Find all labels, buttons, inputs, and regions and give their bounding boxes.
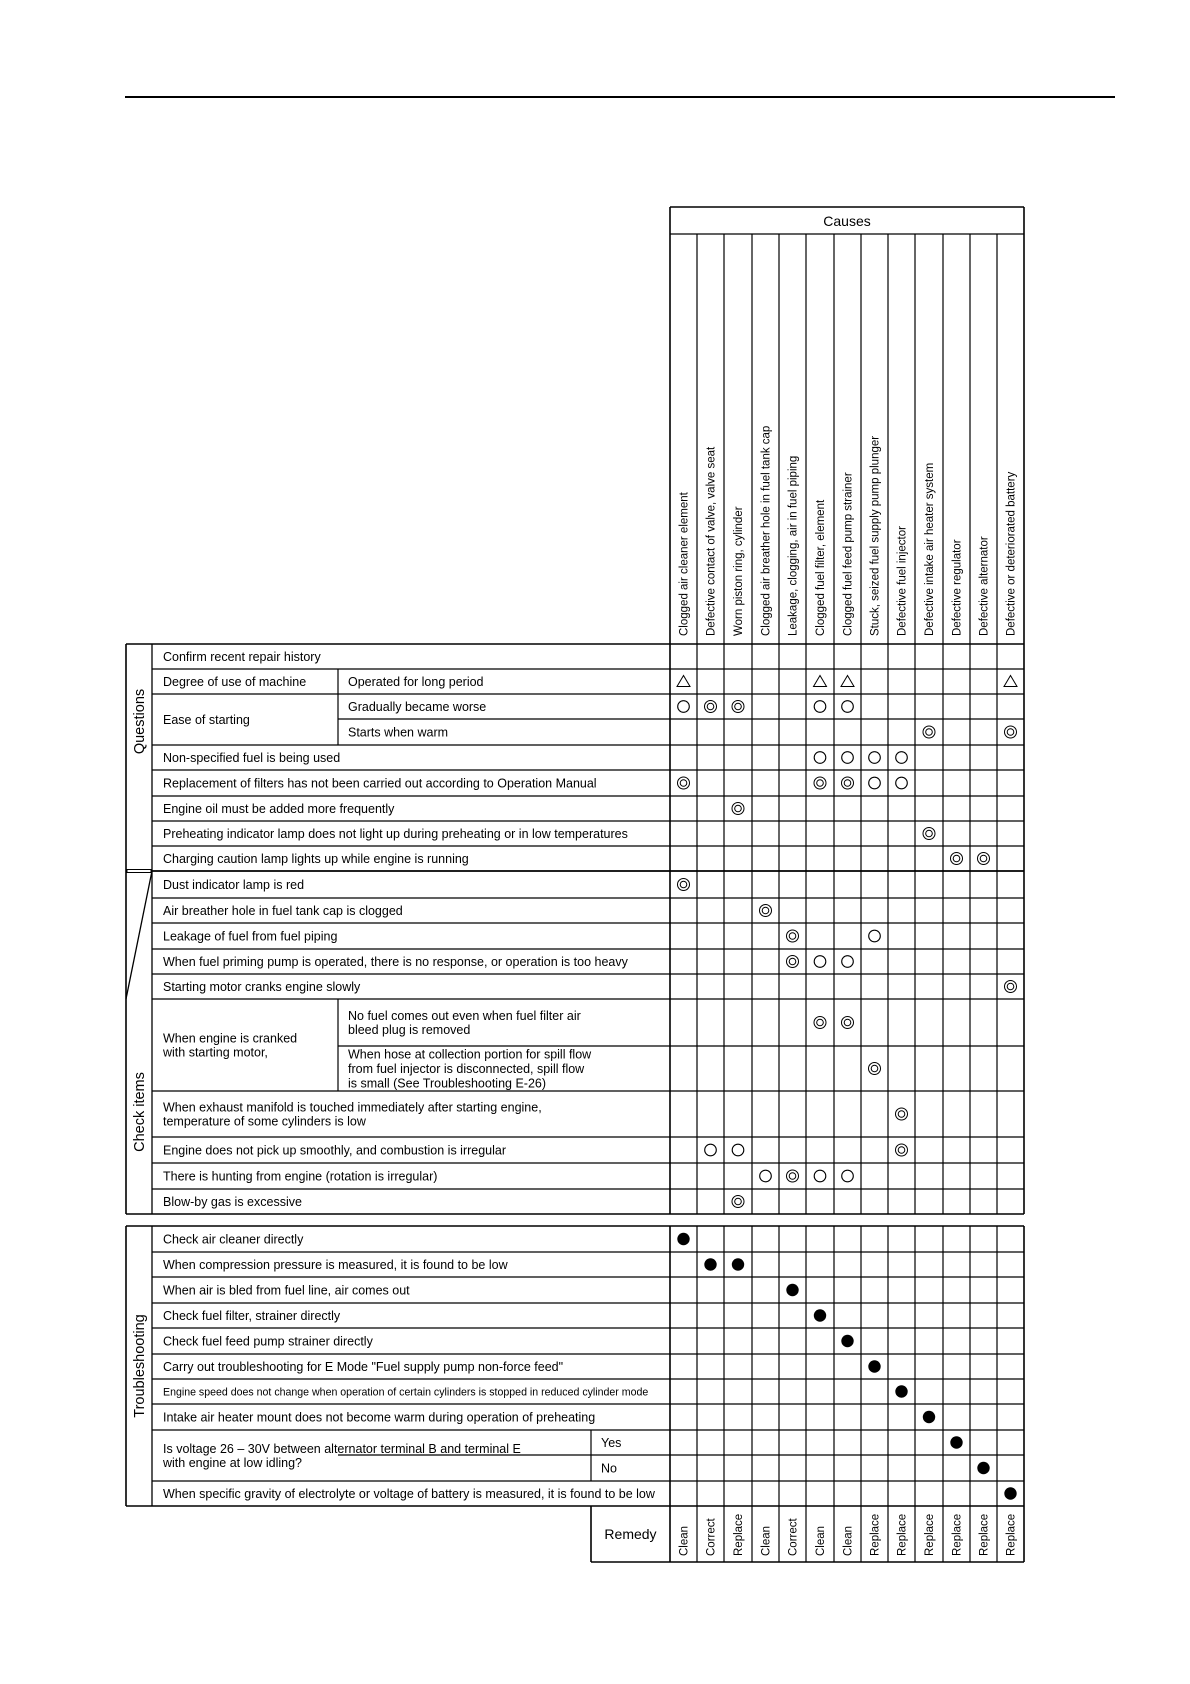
- cause-label: Defective regulator: [951, 539, 964, 636]
- mark-circle: [760, 1170, 772, 1182]
- mark-circle: [814, 752, 826, 764]
- question-group-label: Ease of starting: [163, 713, 250, 727]
- question-text: Operated for long period: [348, 675, 484, 689]
- mark-double-circle: [732, 803, 744, 815]
- mark-double-circle: [787, 1170, 799, 1182]
- remedy-label: Correct: [705, 1518, 718, 1556]
- mark-filled: [923, 1411, 935, 1423]
- mark-double-circle: [732, 1196, 744, 1208]
- troubleshooting-answer: Yes: [601, 1436, 622, 1450]
- question-text: Starts when warm: [348, 725, 449, 740]
- troubleshooting-text: When specific gravity of electrolyte or voltage of battery is measured, it is found to be low: [163, 1487, 655, 1501]
- mark-double-circle: [760, 905, 772, 917]
- mark-filled: [732, 1258, 744, 1270]
- troubleshooting-text: Engine speed does not change when operation of certain cylinders is stopped in reduced cylinder mode: [163, 1386, 649, 1399]
- troubleshooting-text: Intake air heater mount does not become warm during operation of preheating: [163, 1410, 596, 1425]
- question-text: Replacement of filters has not been carried out according to Operation Manual: [163, 776, 597, 791]
- mark-filled: [950, 1436, 962, 1448]
- troubleshooting-text: Check fuel filter, strainer directly: [163, 1309, 341, 1323]
- remedy-label: Clean: [760, 1525, 773, 1556]
- cause-label: Stuck, seized fuel supply pump plunger: [869, 435, 882, 636]
- section-label-check-items: Check items: [132, 1072, 148, 1152]
- mark-circle: [678, 701, 690, 713]
- troubleshooting-text: When compression pressure is measured, it is found to be low: [163, 1258, 508, 1272]
- troubleshooting-text: Check fuel feed pump strainer directly: [163, 1334, 373, 1349]
- mark-double-circle: [678, 777, 690, 789]
- check-item-text: When fuel priming pump is operated, there is no response, or operation is too heavy: [163, 955, 628, 969]
- mark-double-circle: [896, 1144, 908, 1156]
- cause-label: Defective contact of valve, valve seat: [705, 446, 718, 636]
- troubleshooting-text: Carry out troubleshooting for E Mode "Fuel supply pump non-force feed": [163, 1360, 564, 1374]
- mark-circle: [869, 752, 881, 764]
- troubleshooting-group-label: Is voltage 26 – 30V between alternator terminal B and terminal E with engine at low idling?: [163, 1441, 521, 1471]
- check-item-text: Starting motor cranks engine slowly: [163, 980, 361, 994]
- remedy-label: Replace: [896, 1513, 909, 1556]
- mark-filled: [868, 1360, 880, 1372]
- remedy-label: Clean: [815, 1525, 827, 1556]
- mark-double-circle: [678, 879, 690, 891]
- mark-triangle: [1004, 676, 1017, 687]
- check-item-text: There is hunting from engine (rotation is irregular): [163, 1169, 438, 1184]
- cause-label: Defective or deteriorated battery: [1005, 471, 1018, 636]
- mark-double-circle: [842, 1017, 854, 1029]
- mark-double-circle: [869, 1063, 881, 1075]
- question-text: Engine oil must be added more frequently: [163, 802, 395, 816]
- cause-label: Clogged air breather hole in fuel tank cap: [760, 425, 773, 636]
- check-item-text: When exhaust manifold is touched immediately after starting engine, temperature of some cylinders is low: [163, 1100, 542, 1129]
- mark-circle: [842, 1170, 854, 1182]
- troubleshooting-text: When air is bled from fuel line, air comes out: [163, 1283, 410, 1298]
- cause-label: Worn piston ring, cylinder: [733, 506, 745, 636]
- mark-filled: [977, 1462, 989, 1474]
- cause-label: Defective alternator: [978, 536, 991, 636]
- mark-double-circle: [842, 777, 854, 789]
- check-item-text: No fuel comes out even when fuel filter air bleed plug is removed: [348, 1008, 581, 1038]
- causes-header: Causes: [823, 213, 871, 229]
- check-item-text: Air breather hole in fuel tank cap is clogged: [163, 904, 403, 918]
- mark-filled: [704, 1258, 716, 1270]
- remedy-label: Correct: [787, 1518, 800, 1556]
- mark-circle: [814, 1170, 826, 1182]
- question-text: Confirm recent repair history: [163, 650, 321, 664]
- question-text: Preheating indicator lamp does not light up during preheating or in low temperatures: [163, 827, 628, 841]
- mark-filled: [841, 1335, 853, 1347]
- mark-double-circle: [814, 777, 826, 789]
- cause-label: Defective fuel injector: [896, 526, 909, 636]
- troubleshooting-answer: No: [601, 1461, 617, 1476]
- section-label-questions: Questions: [132, 688, 148, 755]
- mark-double-circle: [787, 930, 799, 942]
- cause-label: Clogged air cleaner element: [678, 492, 691, 636]
- question-text: Non-specified fuel is being used: [163, 751, 341, 765]
- mark-circle: [896, 777, 908, 789]
- mark-filled: [786, 1284, 798, 1296]
- mark-double-circle: [896, 1108, 908, 1120]
- cause-label: Leakage, clogging, air in fuel piping: [787, 455, 800, 636]
- mark-filled: [814, 1309, 826, 1321]
- mark-circle: [842, 752, 854, 764]
- remedy-label: Replace: [951, 1513, 964, 1556]
- question-text: Charging caution lamp lights up while engine is running: [163, 852, 469, 866]
- mark-filled: [895, 1385, 907, 1397]
- mark-filled: [677, 1233, 689, 1245]
- remedy-label: Replace: [924, 1513, 936, 1556]
- remedy-label: Replace: [1005, 1513, 1018, 1556]
- cause-label: Defective intake air heater system: [924, 462, 936, 636]
- mark-circle: [896, 752, 908, 764]
- check-item-text: Leakage of fuel from fuel piping: [163, 929, 338, 944]
- mark-triangle: [841, 676, 854, 687]
- remedy-label: Replace: [869, 1513, 882, 1556]
- mark-double-circle: [787, 956, 799, 968]
- check-item-text: When hose at collection portion for spill flow from fuel injector is disconnected, spill flow is small (See Troubleshooting E-26): [348, 1047, 592, 1091]
- cause-label: Clogged fuel feed pump strainer: [842, 472, 855, 636]
- remedy-header: Remedy: [604, 1526, 657, 1542]
- remedy-label: Clean: [842, 1525, 855, 1556]
- mark-circle: [814, 956, 826, 968]
- mark-double-circle: [1005, 726, 1017, 738]
- mark-double-circle: [978, 853, 990, 865]
- remedy-label: Replace: [733, 1513, 745, 1556]
- mark-double-circle: [1005, 981, 1017, 993]
- check-item-text: Blow-by gas is excessive: [163, 1195, 302, 1209]
- mark-circle: [869, 930, 881, 942]
- mark-circle: [842, 956, 854, 968]
- question-group-label: Degree of use of machine: [163, 675, 307, 689]
- question-text: Gradually became worse: [348, 700, 487, 714]
- cause-label: Clogged fuel filter, element: [815, 499, 827, 636]
- mark-circle: [705, 1144, 717, 1156]
- remedy-label: Clean: [678, 1525, 691, 1556]
- remedy-label: Replace: [978, 1513, 991, 1556]
- mark-double-circle: [814, 1017, 826, 1029]
- mark-double-circle: [923, 828, 935, 840]
- mark-double-circle: [705, 701, 717, 713]
- mark-circle: [732, 1144, 744, 1156]
- mark-triangle: [677, 676, 690, 687]
- check-item-text: Dust indicator lamp is red: [163, 878, 305, 892]
- mark-double-circle: [923, 726, 935, 738]
- section-label-troubleshooting: Troubleshooting: [132, 1314, 148, 1418]
- check-item-text: Engine does not pick up smoothly, and combustion is irregular: [163, 1143, 507, 1158]
- section-band-join: [127, 870, 151, 873]
- check-group-label: When engine is cranked with starting motor,: [163, 1031, 298, 1060]
- mark-circle: [842, 701, 854, 713]
- mark-circle: [869, 777, 881, 789]
- mark-double-circle: [732, 701, 744, 713]
- mark-triangle: [814, 676, 827, 687]
- mark-double-circle: [951, 853, 963, 865]
- mark-filled: [1004, 1487, 1016, 1499]
- grid-line-73: [126, 871, 152, 999]
- troubleshooting-text: Check air cleaner directly: [163, 1232, 304, 1247]
- mark-circle: [814, 701, 826, 713]
